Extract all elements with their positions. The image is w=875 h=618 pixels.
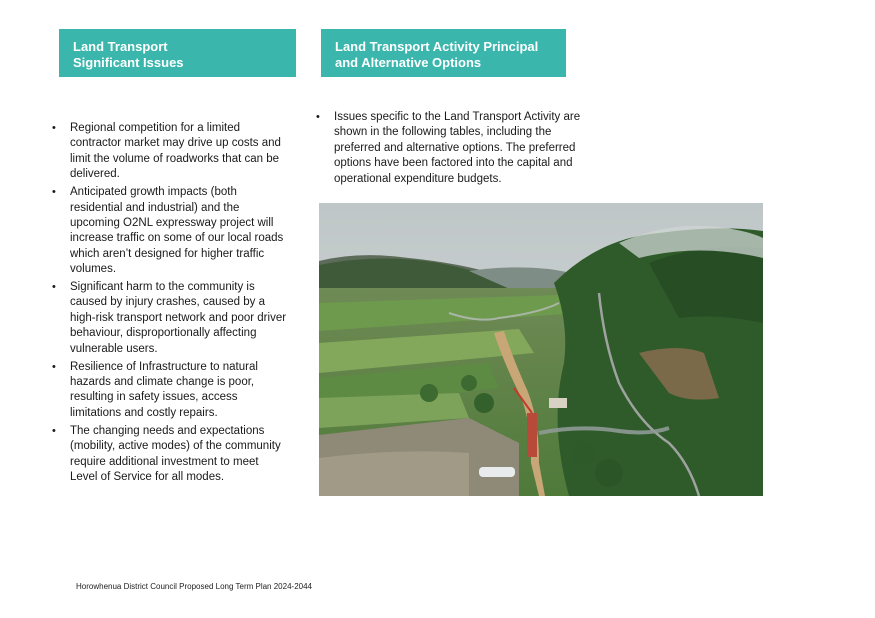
significant-issues-list — [52, 121, 288, 488]
list-item: • Anticipated growth impacts (both residential and industrial) and the upcoming O2NL expressway project will increase traffic on some of our local roads which aren’t designed for higher traffic volumes. — [52, 185, 288, 277]
right-heading-line-1: Land Transport Activity Principal — [335, 39, 539, 54]
aerial-valley-road-photo — [319, 203, 763, 496]
list-item: • Issues specific to the Land Transport Activity are shown in the following tables, including the preferred and alternative options. The preferred options have been factored into the capital and operational expenditure budgets. — [316, 110, 588, 187]
list-item: • Regional competition for a limited contractor market may drive up costs and limit the volume of roadworks that can be delivered. — [52, 121, 288, 183]
list-item: • Significant harm to the community is caused by injury crashes, caused by a high-risk transport network and poor driver behaviour, disproportionally affecting vulnerable users. — [52, 280, 288, 357]
options-intro-list — [316, 110, 588, 190]
list-item: • Resilience of Infrastructure to natural hazards and climate change is poor, resulting in safety issues, access limitations and costly repairs. — [52, 360, 288, 422]
right-section-heading — [321, 29, 566, 77]
right-heading-line-2: and Alternative Options — [335, 55, 482, 70]
left-heading-line-1: Land Transport — [73, 39, 168, 54]
page-footer: Horowhenua District Council Proposed Long Term Plan 2024-2044 — [76, 582, 312, 591]
left-heading-line-2: Significant Issues — [73, 55, 184, 70]
list-item: • The changing needs and expectations (mobility, active modes) of the community require additional investment to meet Level of Service for all modes. — [52, 424, 288, 486]
left-section-heading — [59, 29, 296, 77]
